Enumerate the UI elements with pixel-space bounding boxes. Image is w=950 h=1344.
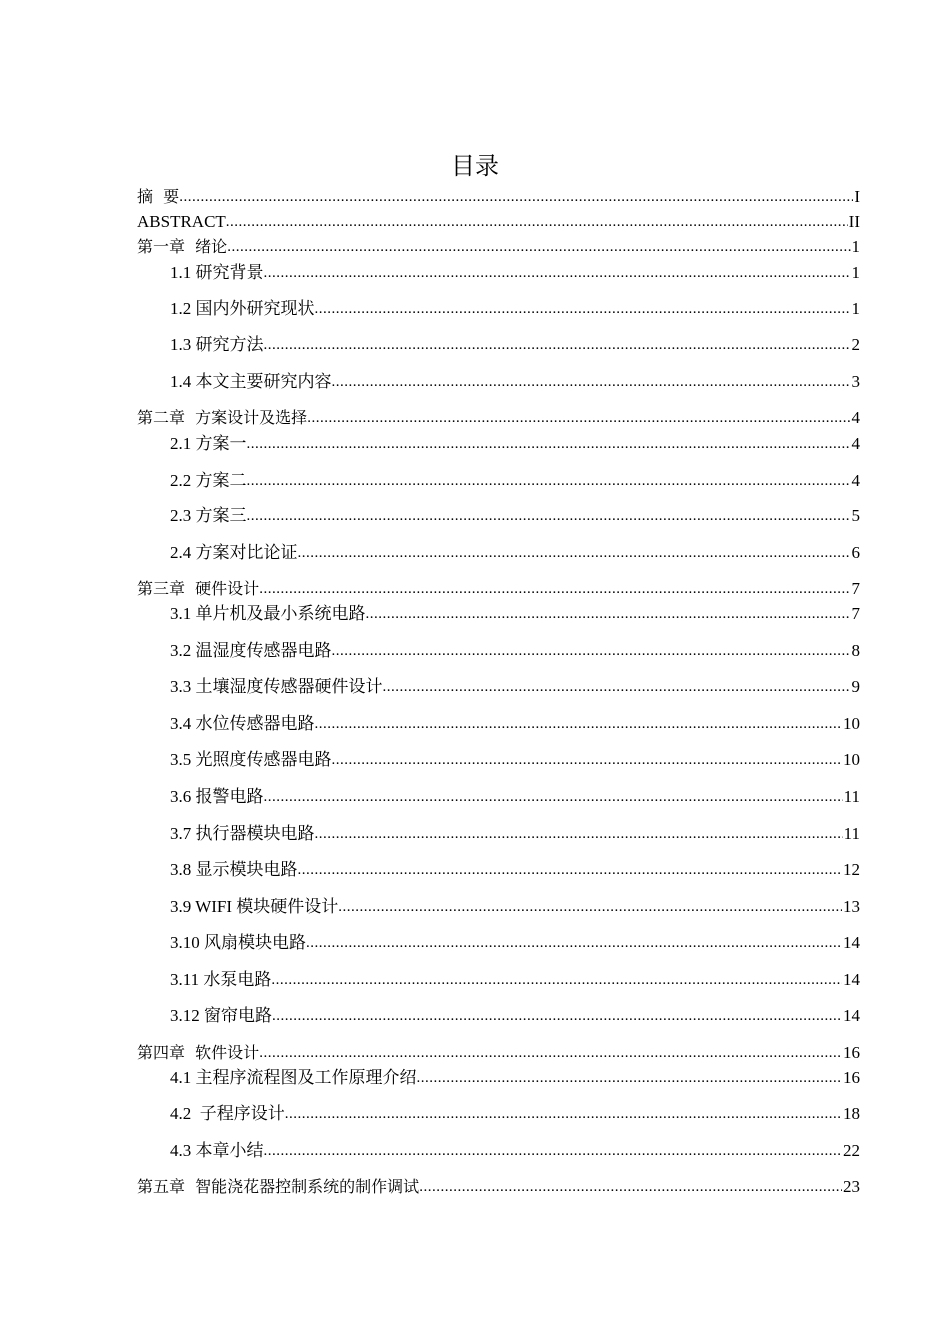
toc-entry-page: 16	[843, 1068, 860, 1087]
toc-entry-label: 3.8 显示模块电路	[170, 860, 298, 879]
toc-entry[interactable]	[170, 749, 860, 771]
toc-entry-page: 18	[843, 1104, 860, 1123]
toc-entry-page: 11	[843, 824, 860, 843]
toc-entry-label: 1.4 本文主要研究内容	[170, 372, 332, 391]
dot-leader	[306, 932, 842, 954]
toc-entry-page: 1	[851, 263, 860, 282]
toc-entry[interactable]	[170, 470, 860, 492]
toc-title: 目录	[451, 152, 499, 180]
toc-entry-label: 第一章 绪论	[137, 237, 228, 256]
toc-entry-label: 摘 要	[137, 187, 180, 206]
dot-leader	[332, 749, 843, 771]
toc-entry[interactable]	[170, 1005, 860, 1027]
toc-entry-page: 7	[851, 604, 860, 623]
toc-entry-label: 3.1 单片机及最小系统电路	[170, 604, 366, 623]
toc-entry[interactable]	[170, 640, 860, 662]
toc-entry[interactable]	[137, 1042, 860, 1064]
toc-entry-page: 6	[851, 543, 860, 562]
toc-entry[interactable]	[137, 578, 860, 600]
toc-entry-page: 14	[843, 933, 860, 952]
toc-entry-label: 3.5 光照度传感器电路	[170, 750, 332, 769]
toc-entry-page: II	[848, 212, 860, 231]
toc-entry[interactable]	[170, 433, 860, 455]
toc-entry[interactable]	[170, 896, 860, 918]
toc-entry-label: 第三章 硬件设计	[137, 579, 260, 598]
toc-entry-label: 3.7 执行器模块电路	[170, 824, 315, 843]
dot-leader	[271, 969, 842, 991]
dot-leader	[264, 262, 851, 284]
toc-entry[interactable]	[170, 859, 860, 881]
dot-leader	[332, 371, 851, 393]
toc-entry-label: 2.3 方案三	[170, 506, 247, 525]
dot-leader	[315, 298, 851, 320]
toc-entry-page: 1	[851, 237, 860, 256]
dot-leader	[417, 1067, 843, 1089]
dot-leader	[264, 786, 843, 808]
toc-entry[interactable]	[170, 334, 860, 356]
dot-leader	[247, 505, 851, 527]
dot-leader	[179, 186, 853, 208]
toc-entry-page: 1	[851, 299, 860, 318]
toc-entry-page: 11	[843, 787, 860, 806]
toc-entry-label: 第五章 智能浇花器控制系统的制作调试	[137, 1177, 420, 1196]
toc-entry-page: 13	[843, 897, 860, 916]
toc-entry[interactable]	[170, 932, 860, 954]
toc-entry-page: 9	[851, 677, 860, 696]
toc-entry-label: 第二章 方案设计及选择	[137, 408, 308, 427]
toc-entry-label: 3.12 窗帘电路	[170, 1006, 272, 1025]
toc-entry[interactable]	[170, 1067, 860, 1089]
toc-entry[interactable]	[137, 407, 860, 429]
toc-entry-page: 16	[843, 1043, 860, 1062]
toc-entry-label: 3.9 WIFI 模块硬件设计	[170, 897, 339, 916]
toc-entry-label: 1.1 研究背景	[170, 263, 264, 282]
toc-entry-label: 1.3 研究方法	[170, 335, 264, 354]
dot-leader	[332, 640, 851, 662]
dot-leader	[264, 334, 851, 356]
dot-leader	[366, 603, 851, 625]
toc-entry-page: 10	[843, 750, 860, 769]
toc-entry[interactable]	[137, 1176, 860, 1198]
dot-leader	[272, 1005, 842, 1027]
toc-entry-page: 14	[843, 970, 860, 989]
toc-entry-label: 2.1 方案一	[170, 434, 247, 453]
toc-entry-label: 第四章 软件设计	[137, 1043, 260, 1062]
dot-leader	[298, 542, 851, 564]
toc-entry-label: 4.3 本章小结	[170, 1141, 264, 1160]
toc-entry-label: 3.3 土壤湿度传感器硬件设计	[170, 677, 383, 696]
toc-entry-page: 14	[843, 1006, 860, 1025]
toc-entry[interactable]	[170, 505, 860, 527]
toc-entry[interactable]	[170, 371, 860, 393]
dot-leader	[383, 676, 851, 698]
toc-entry[interactable]	[170, 542, 860, 564]
toc-entry-page: 4	[851, 471, 860, 490]
dot-leader	[247, 433, 851, 455]
toc-entry-page: 3	[851, 372, 860, 391]
toc-entry[interactable]	[137, 236, 860, 258]
toc-entry-page: 23	[843, 1177, 860, 1196]
toc-entry-label: 4.2 子程序设计	[170, 1104, 285, 1123]
toc-entry[interactable]	[170, 603, 860, 625]
toc-entry[interactable]	[170, 786, 860, 808]
toc-entry-page: 4	[851, 408, 860, 427]
toc-entry-page: I	[854, 187, 860, 206]
toc-entry-label: 2.4 方案对比论证	[170, 543, 298, 562]
toc-entry-label: 3.6 报警电路	[170, 787, 264, 806]
toc-entry[interactable]	[170, 262, 860, 284]
dot-leader	[226, 211, 848, 233]
toc-entry-label: 3.10 风扇模块电路	[170, 933, 306, 952]
toc-entry-page: 5	[851, 506, 860, 525]
dot-leader	[227, 236, 850, 258]
dot-leader	[259, 1042, 842, 1064]
dot-leader	[259, 578, 850, 600]
toc-entry[interactable]	[170, 823, 860, 845]
toc-entry[interactable]	[137, 186, 860, 208]
toc-entry-page: 22	[843, 1141, 860, 1160]
toc-entry[interactable]	[170, 969, 860, 991]
dot-leader	[307, 407, 850, 429]
toc-entry[interactable]	[170, 1103, 860, 1125]
dot-leader	[247, 470, 851, 492]
dot-leader	[285, 1103, 842, 1125]
toc-entry-page: 4	[851, 434, 860, 453]
toc-entry-page: 7	[851, 579, 860, 598]
dot-leader	[264, 1140, 843, 1162]
dot-leader	[338, 896, 842, 918]
toc-entry-page: 8	[851, 641, 860, 660]
dot-leader	[419, 1176, 842, 1198]
toc-entry[interactable]	[170, 298, 860, 320]
toc-entry[interactable]	[170, 1140, 860, 1162]
toc-entry[interactable]	[170, 713, 860, 735]
toc-entry[interactable]	[170, 676, 860, 698]
dot-leader	[315, 823, 843, 845]
toc-entry-label: 3.2 温湿度传感器电路	[170, 641, 332, 660]
toc-entry-label: 2.2 方案二	[170, 471, 247, 490]
toc-entry-label: ABSTRACT	[137, 212, 226, 231]
toc-entry-label: 4.1 主程序流程图及工作原理介绍	[170, 1068, 417, 1087]
dot-leader	[315, 713, 843, 735]
toc-entry-label: 3.4 水位传感器电路	[170, 714, 315, 733]
toc-entry-page: 10	[843, 714, 860, 733]
toc-entry-label: 3.11 水泵电路	[170, 970, 272, 989]
toc-entry[interactable]	[137, 211, 860, 233]
toc-entry-label: 1.2 国内外研究现状	[170, 299, 315, 318]
dot-leader	[298, 859, 843, 881]
toc-entry-page: 12	[843, 860, 860, 879]
toc-entry-page: 2	[851, 335, 860, 354]
